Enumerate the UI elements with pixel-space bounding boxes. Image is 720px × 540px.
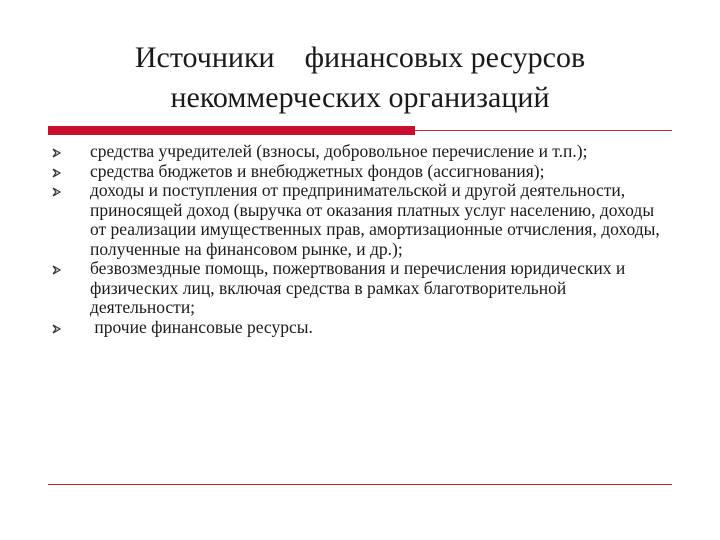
arrow-bullet-icon [52,148,62,158]
bullet-list [48,142,668,337]
title-divider [48,126,672,135]
list-item [48,142,668,162]
arrow-bullet-icon [52,324,62,334]
list-item-text: доходы и поступления от предпринимательской и другой деятельности, приносящей доход (выручка от оказания платных услуг населению, доходы от реализации имущественных прав, амортизационные отчисления, доходы, полученные на финансовом рынке, и др.); [90,180,660,259]
list-item-text: прочие финансовые ресурсы. [90,316,313,337]
list-item-text: средства учредителей (взносы, добровольное перечисление и т.п.); [90,141,588,161]
slide-title-line-1: Источники финансовых ресурсов [134,41,586,74]
title-divider-accent-bar [48,126,415,135]
slide-title-line-2: некоммерческих организаций [170,81,550,114]
arrow-bullet-icon [52,265,62,275]
footer-divider [48,484,672,485]
list-item-text: средства бюджетов и внебюджетных фондов (ассигнования); [90,160,545,181]
list-item [48,259,668,318]
list-item [48,318,668,338]
list-item [48,181,668,259]
list-item-text: безвозмездные помощь, пожертвования и перечисления юридических и физических лиц, включая средства в рамках благотворительной деятельности; [90,258,626,317]
arrow-bullet-icon [52,187,62,197]
slide-title [60,38,660,118]
list-item [48,162,668,182]
arrow-bullet-icon [52,168,62,178]
